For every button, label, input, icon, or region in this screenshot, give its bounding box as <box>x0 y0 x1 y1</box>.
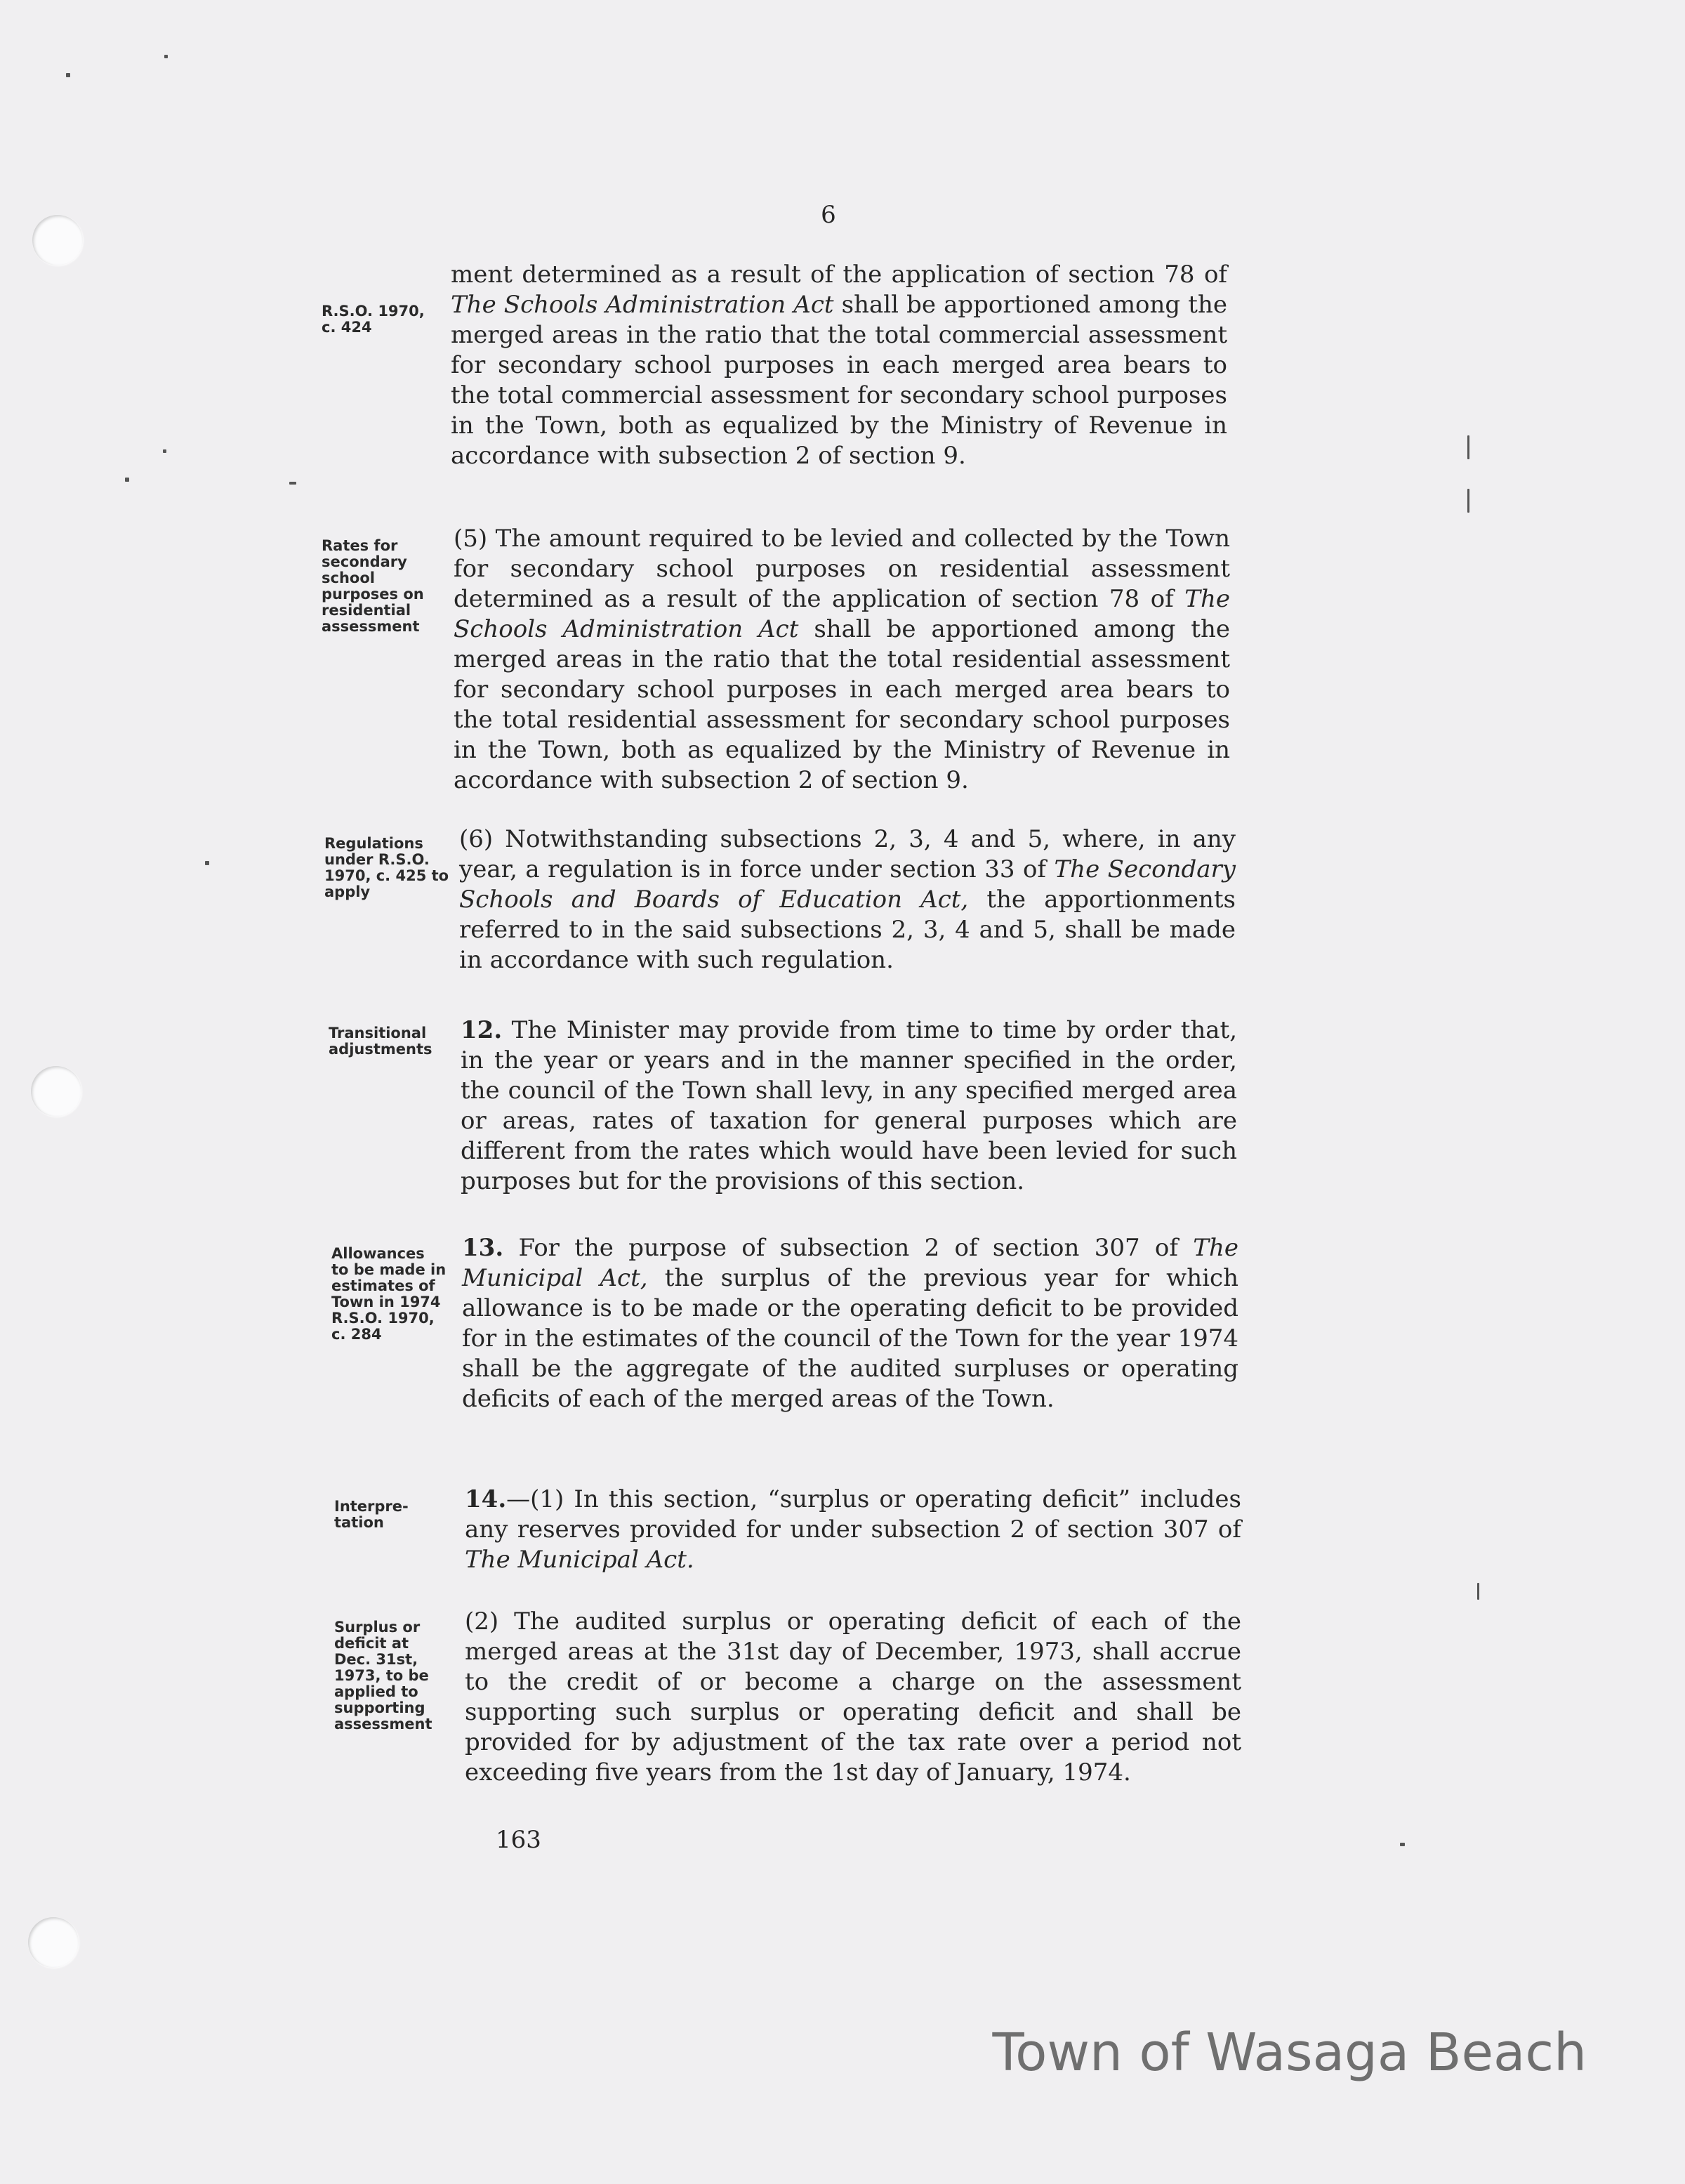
margin-note: Regulations under R.S.O. 1970, c. 425 to apply <box>324 835 449 900</box>
paragraph-text: (2) The audited surplus or operating deficit of each of the merged areas at the 31st day of December, 1973, shall accrue to the credit of or become a charge on the assessment supporting such surplus or operating deficit and shall be provided for by adjustment of the tax rate over a period not exceeding five years from the 1st day of January, 1974. <box>465 1607 1241 1787</box>
scan-mark <box>66 73 70 77</box>
section-paragraph <box>451 260 1227 471</box>
page-number: 6 <box>821 201 836 229</box>
scan-mark <box>163 449 166 453</box>
section-number: 13. <box>462 1234 504 1262</box>
section-paragraph <box>454 524 1230 796</box>
section-paragraph <box>461 1015 1237 1197</box>
scan-mark <box>205 861 209 865</box>
section-number: 12. <box>461 1016 503 1044</box>
paragraph-text: shall be apportioned among the merged areas in the ratio that the total commercial assessment for secondary school purposes in each merged area bears to the total commercial assessment for secondary school purposes in the Town, both as equalized by the Ministry of Revenue in accordance with subsection 2 of section 9. <box>451 291 1227 470</box>
scan-mark <box>1400 1843 1405 1846</box>
watermark-text: Town of Wasaga Beach <box>992 2022 1587 2083</box>
paragraph-text: The Minister may provide from time to time by order that, in the year or years and in the manner specified in the order, the council of the Town shall levy, in any specified merged area or areas, rates of taxation for general purposes which are different from the rates which would have been levied for such purposes but for the provisions of this section. <box>461 1016 1237 1195</box>
paragraph-text: ment determined as a result of the application of section 78 of <box>451 261 1227 289</box>
paragraph-text: shall be apportioned among the merged areas in the ratio that the total residential assessment for secondary school purposes in each merged area bears to the total residential assessment for secondary school purposes in the Town, both as equalized by the Ministry of Revenue in accordance with subsection 2 of section 9. <box>454 615 1230 794</box>
scan-mark <box>1467 489 1469 513</box>
scan-mark <box>164 55 168 58</box>
paragraph-text: (6) Notwithstanding subsections 2, 3, 4 and 5, where, in any year, a regulation is in force under section 33 of <box>459 825 1236 883</box>
punch-hole-bottom <box>28 1917 79 1968</box>
punch-hole-middle <box>31 1066 81 1117</box>
section-paragraph <box>462 1233 1238 1414</box>
scan-mark <box>1467 435 1469 459</box>
paragraph-text: For the purpose of subsection 2 of section 307 of <box>503 1234 1194 1262</box>
scan-mark <box>125 478 129 482</box>
act-title: The Schools Administration Act <box>451 291 834 319</box>
margin-note: Allowances to be made in estimates of Town in 1974 R.S.O. 1970, c. 284 <box>331 1245 447 1343</box>
section-paragraph <box>465 1485 1241 1575</box>
margin-note: Interpre- tation <box>334 1498 409 1531</box>
footer-page-number: 163 <box>496 1826 541 1854</box>
act-title: The Secondary Schools and Boards of Education Act, <box>459 855 1236 914</box>
margin-note: R.S.O. 1970, c. 424 <box>322 303 425 336</box>
paragraph-text: (5) The amount required to be levied and collected by the Town for secondary school purposes on residential assessment determined as a result of the application of section 78 of <box>454 525 1230 613</box>
section-paragraph <box>465 1607 1241 1788</box>
paragraph-text: —(1) In this section, “surplus or operating deficit” includes any reserves provided for under subsection 2 of section 307 of <box>465 1485 1241 1544</box>
scan-mark <box>289 482 296 485</box>
paragraph-text: the apportionments referred to in the said subsections 2, 3, 4 and 5, shall be made in accordance with such regulation. <box>459 886 1236 974</box>
act-title: The Municipal Act. <box>465 1546 694 1574</box>
margin-note: Transitional adjustments <box>329 1025 432 1058</box>
punch-hole-top <box>32 215 83 265</box>
margin-note: Rates for secondary school purposes on residential assessment <box>322 537 424 635</box>
margin-note: Surplus or deficit at Dec. 31st, 1973, to be applied to supporting assessment <box>334 1619 432 1732</box>
section-paragraph <box>459 824 1236 975</box>
paragraph-text: the surplus of the previous year for which allowance is to be made or the operating deficit to be provided for in the estimates of the council of the Town for the year 1974 shall be the aggregate of the audited surpluses or operating deficits of each of the merged areas of the Town. <box>462 1264 1238 1413</box>
scan-mark <box>1477 1583 1479 1600</box>
section-number: 14. <box>465 1485 507 1513</box>
act-title: The Municipal Act, <box>462 1234 1238 1292</box>
act-title: The Schools Administration Act <box>454 585 1230 643</box>
